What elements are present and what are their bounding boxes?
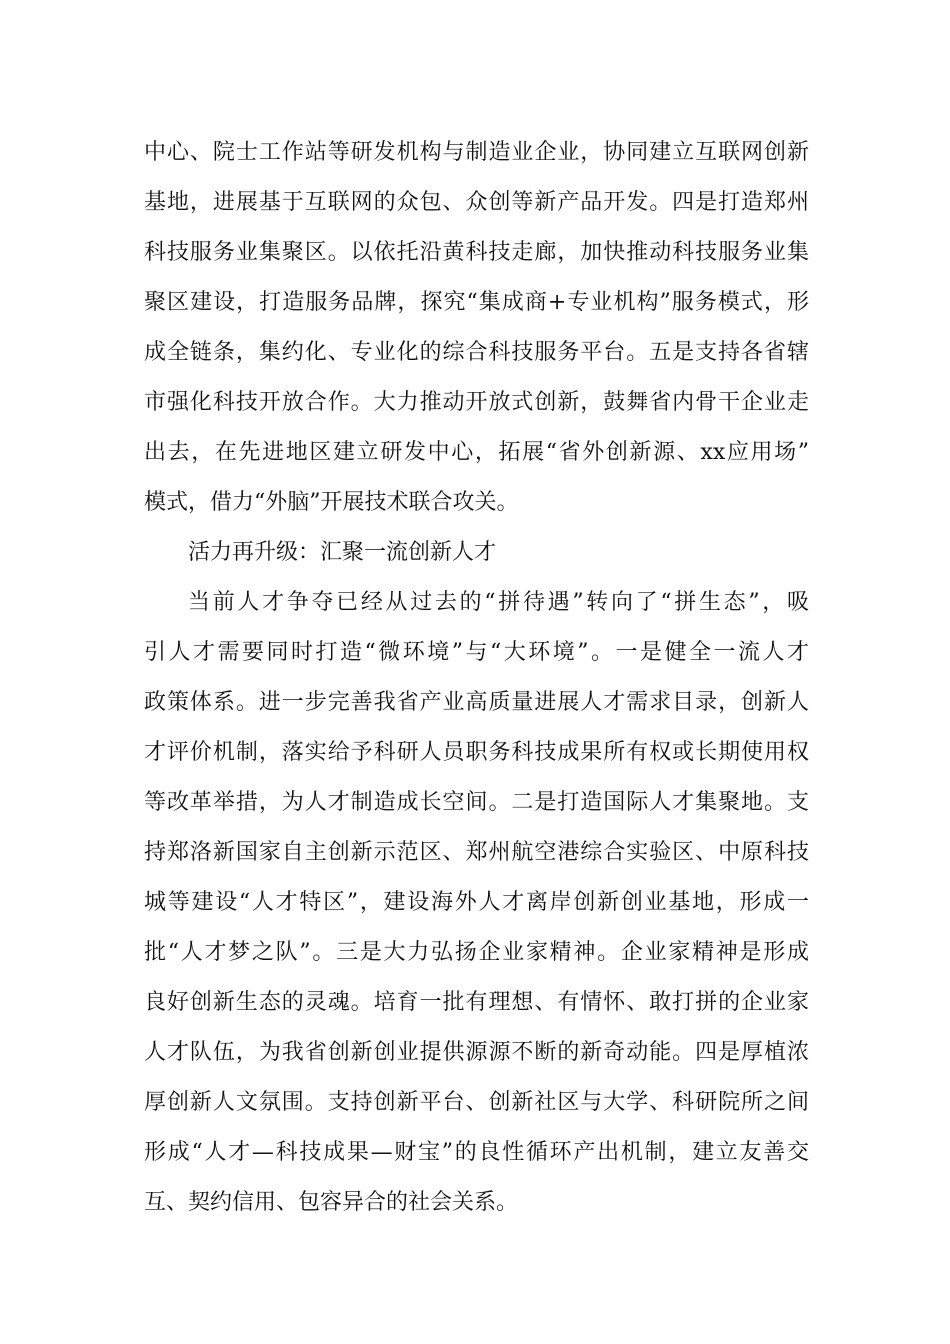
text-line: 成全链条，集约化、专业化的综合科技服务平台。五是支持各省辖 xyxy=(144,340,809,365)
paragraph-1 xyxy=(144,128,809,528)
text-line: 等改革举措，为人才制造成长空间。二是打造国际人才集聚地。支 xyxy=(144,790,809,815)
text-line: 形成“人才—科技成果—财宝”的良性循环产出机制，建立友善交 xyxy=(144,1140,809,1165)
text-line: 引人才需要同时打造“微环境”与“大环境”。一是健全一流人才 xyxy=(144,640,809,665)
text-line: 当前人才争夺已经从过去的“拼待遇”转向了“拼生态”，吸 xyxy=(188,590,809,615)
text-line: 良好创新生态的灵魂。培育一批有理想、有情怀、敢打拼的企业家 xyxy=(144,990,809,1015)
text-line: 基地，进展基于互联网的众包、众创等新产品开发。四是打造郑州 xyxy=(144,190,809,215)
paragraph-2 xyxy=(144,578,809,1228)
document-body xyxy=(144,128,809,1228)
text-line: 人才队伍，为我省创新创业提供源源不断的新奇动能。四是厚植浓 xyxy=(144,1040,809,1065)
text-line: 中心、院士工作站等研发机构与制造业企业，协同建立互联网创新 xyxy=(144,140,809,165)
text-line: 城等建设“人才特区”，建设海外人才离岸创新创业基地，形成一 xyxy=(144,890,809,915)
text-line: 批“人才梦之队”。三是大力弘扬企业家精神。企业家精神是形成 xyxy=(144,940,809,965)
text-line: 互、契约信用、包容异合的社会关系。 xyxy=(144,1190,519,1215)
text-line: 出去，在先进地区建立研发中心，拓展“省外创新源、xx应用场” xyxy=(144,440,809,465)
text-line: 政策体系。进一步完善我省产业高质量进展人才需求目录，创新人 xyxy=(144,690,809,715)
section-heading: 活力再升级：汇聚一流创新人才 xyxy=(188,540,497,565)
text-line: 持郑洛新国家自主创新示范区、郑州航空港综合实验区、中原科技 xyxy=(144,840,809,865)
text-line: 模式，借力“外脑”开展技术联合攻关。 xyxy=(144,490,519,515)
text-line: 聚区建设，打造服务品牌，探究“集成商+专业机构”服务模式，形 xyxy=(144,290,809,315)
text-line: 科技服务业集聚区。以依托沿黄科技走廊，加快推动科技服务业集 xyxy=(144,240,809,265)
text-line: 才评价机制，落实给予科研人员职务科技成果所有权或长期使用权 xyxy=(144,740,809,765)
text-line: 厚创新人文氛围。支持创新平台、创新社区与大学、科研院所之间 xyxy=(144,1090,809,1115)
text-line: 市强化科技开放合作。大力推动开放式创新，鼓舞省内骨干企业走 xyxy=(144,390,809,415)
